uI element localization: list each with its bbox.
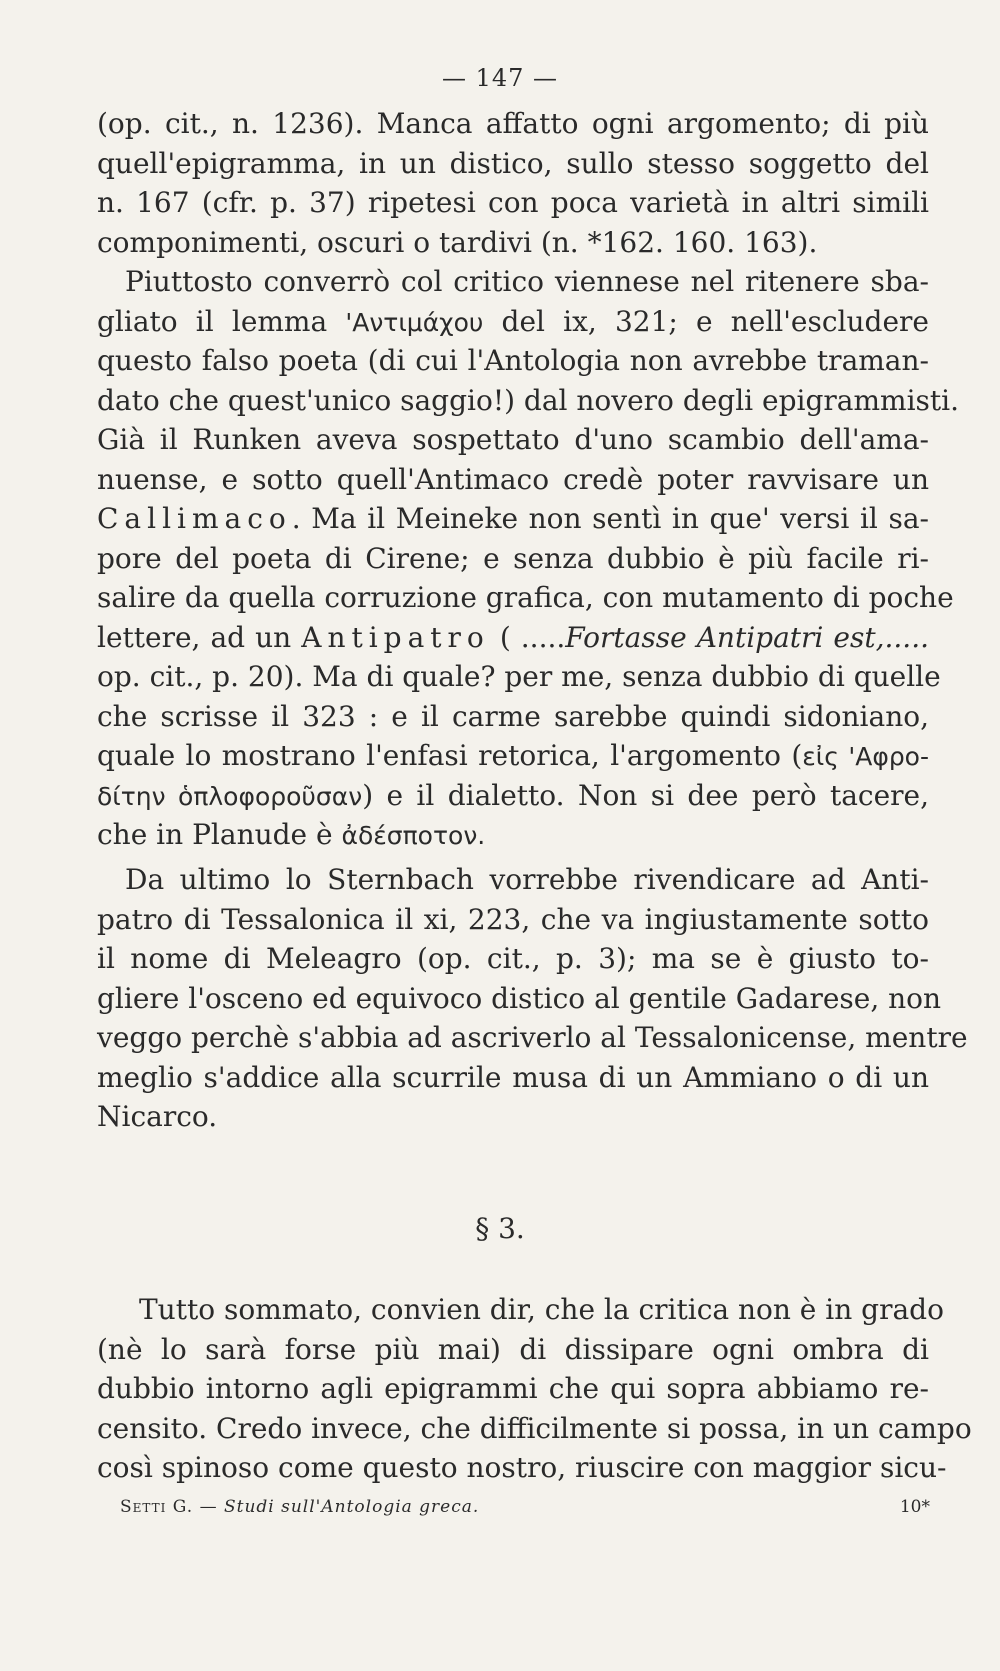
text-line: Piuttosto converrò col critico viennese nel ritenere sba- bbox=[125, 265, 929, 298]
text-line: che scrisse il 323 : e il carme sarebbe quindi sidoniano, bbox=[97, 699, 929, 733]
text-line: (nè lo sarà forse più mai) di dissipare ogni ombra di bbox=[97, 1332, 929, 1366]
footer-citation bbox=[120, 1497, 479, 1517]
spaced-name: Antipatro bbox=[301, 620, 490, 654]
text-line bbox=[97, 815, 929, 855]
text-line: quell'epigramma, in un distico, sullo stesso soggetto del bbox=[97, 146, 929, 180]
paragraph-3 bbox=[97, 860, 968, 1137]
text-line bbox=[97, 776, 929, 816]
text-line bbox=[97, 302, 929, 342]
greek-text: εἰς 'Αφρο- bbox=[802, 742, 930, 771]
text-line bbox=[97, 736, 929, 776]
latin-quote: Fortasse Antipatri est,..... bbox=[565, 620, 929, 654]
text-fragment: . Ma il Meineke non sentì in que' versi il sa- bbox=[291, 502, 929, 535]
text-fragment: ( ..... bbox=[489, 620, 566, 654]
text-line: meglio s'addice alla scurrile musa di un Ammiano o di un bbox=[97, 1060, 929, 1094]
text-line: censito. Credo invece, che difficilmente si possa, in un campo bbox=[97, 1411, 972, 1445]
text-line: nuense, e sotto quell'Antimaco credè poter ravvisare un bbox=[97, 462, 929, 496]
footer-title: Studi sull'Antologia greca. bbox=[223, 1497, 480, 1517]
greek-text: 'Αντιμάχου bbox=[345, 307, 484, 337]
text-line: n. 167 (cfr. p. 37) ripetesi con poca varietà in altri simili bbox=[97, 186, 929, 219]
text-line: veggo perchè s'abbia ad ascriverlo al Tessalonicense, mentre bbox=[97, 1021, 968, 1054]
text-fragment: del ix, 321; e nell'escludere bbox=[483, 304, 929, 338]
text-line: Nicarco. bbox=[97, 1100, 218, 1133]
text-line: Tutto sommato, convien dir, che la critica non è in grado bbox=[139, 1293, 944, 1326]
signature-mark: 10* bbox=[899, 1497, 930, 1517]
text-line: dubbio intorno agli epigrammi che qui sopra abbiamo re- bbox=[97, 1372, 929, 1405]
text-line: dato che quest'unico saggio!) dal novero degli epigrammisti. bbox=[97, 383, 960, 417]
text-fragment: che in Planude è bbox=[97, 818, 342, 851]
text-line bbox=[97, 499, 929, 539]
greek-text: δίτην ὁπλοφοροῦσαν bbox=[97, 781, 363, 811]
footer-author: Setti G. bbox=[120, 1497, 194, 1517]
text-line: salire da quella corruzione grafica, con mutamento di poche bbox=[97, 581, 954, 614]
text-fragment: lettere, ad un bbox=[97, 620, 302, 654]
text-line: così spinoso come questo nostro, riuscire con maggior sicu- bbox=[97, 1451, 947, 1484]
text-line: gliere l'osceno ed equivoco distico al gentile Gadarese, non bbox=[97, 981, 942, 1015]
text-line: pore del poeta di Cirene; e senza dubbio è più facile ri- bbox=[97, 541, 929, 575]
text-fragment: gliato il lemma bbox=[97, 304, 346, 338]
text-line: il nome di Meleagro (op. cit., p. 3); ma se è giusto to- bbox=[97, 942, 929, 975]
text-line: Già il Runken aveva sospettato d'uno scambio dell'ama- bbox=[97, 423, 929, 456]
footer-dash: — bbox=[193, 1497, 224, 1517]
text-fragment: ) e il dialetto. Non si dee però tacere, bbox=[362, 778, 929, 812]
text-line bbox=[97, 618, 929, 658]
spaced-name: Callimaco bbox=[97, 502, 292, 535]
paragraph-1 bbox=[97, 104, 929, 262]
section-heading: § 3. bbox=[475, 1212, 525, 1245]
greek-text: ἀδέσποτον. bbox=[341, 821, 486, 850]
text-line: op. cit., p. 20). Ma di quale? per me, senza dubbio di quelle bbox=[97, 660, 941, 693]
text-line: (op. cit., n. 1236). Manca affatto ogni argomento; di più bbox=[97, 107, 929, 140]
text-line: Da ultimo lo Sternbach vorrebbe rivendicare ad Anti- bbox=[125, 863, 929, 896]
text-line: componimenti, oscuri o tardivi (n. *162. 160. 163). bbox=[97, 225, 818, 259]
text-line: patro di Tessalonica il xi, 223, che va ingiustamente sotto bbox=[97, 902, 929, 936]
paragraph-2 bbox=[97, 262, 960, 855]
page-number: — 147 — bbox=[441, 64, 559, 92]
paragraph-4 bbox=[97, 1290, 972, 1488]
text-line: questo falso poeta (di cui l'Antologia non avrebbe traman- bbox=[97, 344, 929, 377]
text-fragment: quale lo mostrano l'enfasi retorica, l'argomento ( bbox=[97, 739, 803, 772]
